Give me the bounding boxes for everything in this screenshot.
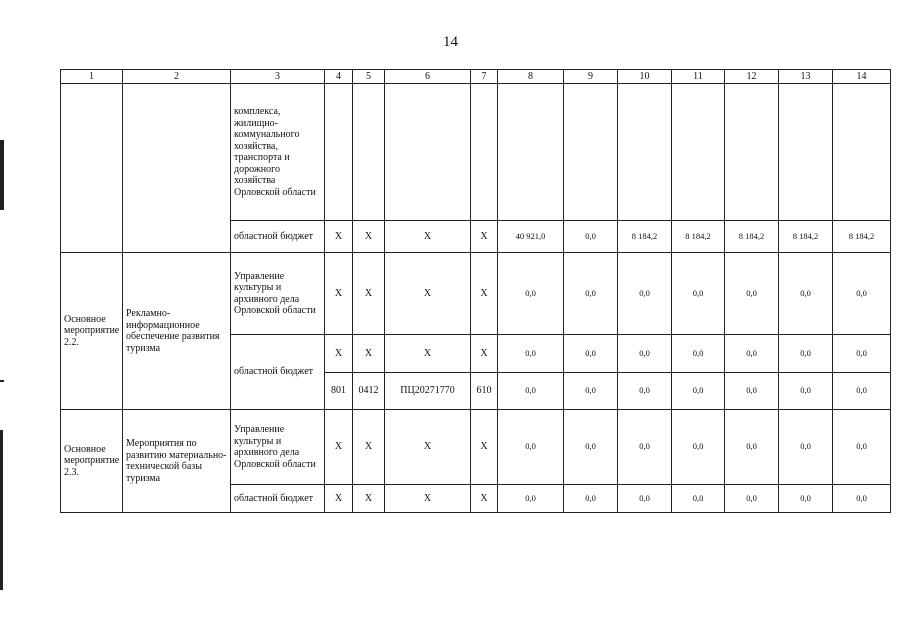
value-cell: 0,0 — [672, 335, 725, 373]
value-cell: 8 184,2 — [618, 221, 672, 253]
header-cell: 10 — [618, 70, 672, 84]
measure-title-cell — [123, 84, 231, 253]
code-cell: X — [353, 485, 385, 513]
value-cell: 0,0 — [498, 485, 564, 513]
header-cell: 4 — [325, 70, 353, 84]
table-cell — [471, 84, 498, 221]
value-cell: 0,0 — [618, 335, 672, 373]
table-cell — [779, 84, 833, 221]
value-cell: 0,0 — [498, 373, 564, 410]
code-cell: 610 — [471, 373, 498, 410]
value-cell: 0,0 — [564, 373, 618, 410]
table-cell — [325, 84, 353, 221]
header-cell: 6 — [385, 70, 471, 84]
header-cell: 13 — [779, 70, 833, 84]
value-cell: 0,0 — [564, 410, 618, 485]
value-cell: 0,0 — [833, 253, 891, 335]
budget-label-cell: областной бюджет — [231, 221, 325, 253]
code-cell: X — [471, 335, 498, 373]
header-cell: 2 — [123, 70, 231, 84]
code-cell: X — [353, 410, 385, 485]
value-cell: 8 184,2 — [725, 221, 779, 253]
value-cell: 8 184,2 — [672, 221, 725, 253]
code-cell: X — [471, 485, 498, 513]
executor-cell: Управление культуры и архивного дела Орловской области — [231, 253, 325, 335]
header-cell: 1 — [61, 70, 123, 84]
value-cell: 0,0 — [725, 253, 779, 335]
measure-name-cell — [61, 84, 123, 253]
page-number: 14 — [443, 34, 458, 50]
value-cell: 0,0 — [672, 253, 725, 335]
value-cell: 0,0 — [672, 373, 725, 410]
table-cell — [498, 84, 564, 221]
value-cell: 0,0 — [498, 410, 564, 485]
value-cell: 0,0 — [725, 335, 779, 373]
value-cell: 0,0 — [618, 373, 672, 410]
code-cell: X — [385, 485, 471, 513]
value-cell: 0,0 — [779, 373, 833, 410]
code-cell: X — [325, 410, 353, 485]
value-cell: 0,0 — [564, 253, 618, 335]
table-cell — [618, 84, 672, 221]
budget-label-cell: областной бюджет — [231, 485, 325, 513]
code-cell: X — [325, 335, 353, 373]
value-cell: 0,0 — [779, 410, 833, 485]
code-cell: X — [325, 253, 353, 335]
value-cell: 8 184,2 — [779, 221, 833, 253]
value-cell: 0,0 — [564, 221, 618, 253]
executor-cell: Управление культуры и архивного дела Орловской области — [231, 410, 325, 485]
code-cell: X — [385, 410, 471, 485]
header-cell: 8 — [498, 70, 564, 84]
header-row — [61, 70, 891, 84]
value-cell: 0,0 — [564, 485, 618, 513]
table-row — [61, 410, 891, 485]
measure-title-cell: Рекламно-информационное обеспечение развития туризма — [123, 253, 231, 410]
value-cell: 0,0 — [564, 335, 618, 373]
code-cell: 0412 — [353, 373, 385, 410]
budget-table — [60, 69, 891, 513]
budget-label-cell: областной бюджет — [231, 335, 325, 410]
table-cell — [833, 84, 891, 221]
scan-edge-mark — [0, 380, 4, 382]
code-cell: X — [325, 485, 353, 513]
value-cell: 0,0 — [498, 335, 564, 373]
table-cell — [385, 84, 471, 221]
scan-edge-mark — [0, 430, 3, 590]
code-cell: ПЦ20271770 — [385, 373, 471, 410]
code-cell: X — [385, 253, 471, 335]
table-row — [61, 84, 891, 221]
value-cell: 0,0 — [725, 373, 779, 410]
code-cell: X — [385, 335, 471, 373]
code-cell: X — [471, 253, 498, 335]
value-cell: 0,0 — [779, 335, 833, 373]
header-cell: 7 — [471, 70, 498, 84]
header-cell: 14 — [833, 70, 891, 84]
table-cell — [353, 84, 385, 221]
measure-name-cell: Основное мероприятие 2.3. — [61, 410, 123, 513]
code-cell: X — [385, 221, 471, 253]
code-cell: X — [353, 253, 385, 335]
value-cell: 0,0 — [618, 410, 672, 485]
measure-title-cell: Мероприятия по развитию материально-технической базы туризма — [123, 410, 231, 513]
value-cell: 40 921,0 — [498, 221, 564, 253]
table-cell — [672, 84, 725, 221]
value-cell: 0,0 — [725, 410, 779, 485]
code-cell: X — [353, 335, 385, 373]
value-cell: 0,0 — [833, 410, 891, 485]
code-cell: 801 — [325, 373, 353, 410]
header-cell: 5 — [353, 70, 385, 84]
value-cell: 0,0 — [833, 373, 891, 410]
executor-cell: комплекса, жилищно-коммунального хозяйства, транспорта и дорожного хозяйства Орловской области — [231, 84, 325, 221]
table-cell — [564, 84, 618, 221]
header-cell: 11 — [672, 70, 725, 84]
value-cell: 8 184,2 — [833, 221, 891, 253]
value-cell: 0,0 — [725, 485, 779, 513]
code-cell: X — [325, 221, 353, 253]
value-cell: 0,0 — [672, 410, 725, 485]
header-cell: 9 — [564, 70, 618, 84]
value-cell: 0,0 — [833, 485, 891, 513]
code-cell: X — [353, 221, 385, 253]
value-cell: 0,0 — [618, 485, 672, 513]
value-cell: 0,0 — [672, 485, 725, 513]
code-cell: X — [471, 221, 498, 253]
table-cell — [725, 84, 779, 221]
code-cell: X — [471, 410, 498, 485]
measure-name-cell: Основное мероприятие 2.2. — [61, 253, 123, 410]
scan-edge-mark — [0, 140, 4, 210]
header-cell: 12 — [725, 70, 779, 84]
value-cell: 0,0 — [618, 253, 672, 335]
header-cell: 3 — [231, 70, 325, 84]
value-cell: 0,0 — [833, 335, 891, 373]
value-cell: 0,0 — [498, 253, 564, 335]
value-cell: 0,0 — [779, 485, 833, 513]
table-row — [61, 253, 891, 335]
value-cell: 0,0 — [779, 253, 833, 335]
